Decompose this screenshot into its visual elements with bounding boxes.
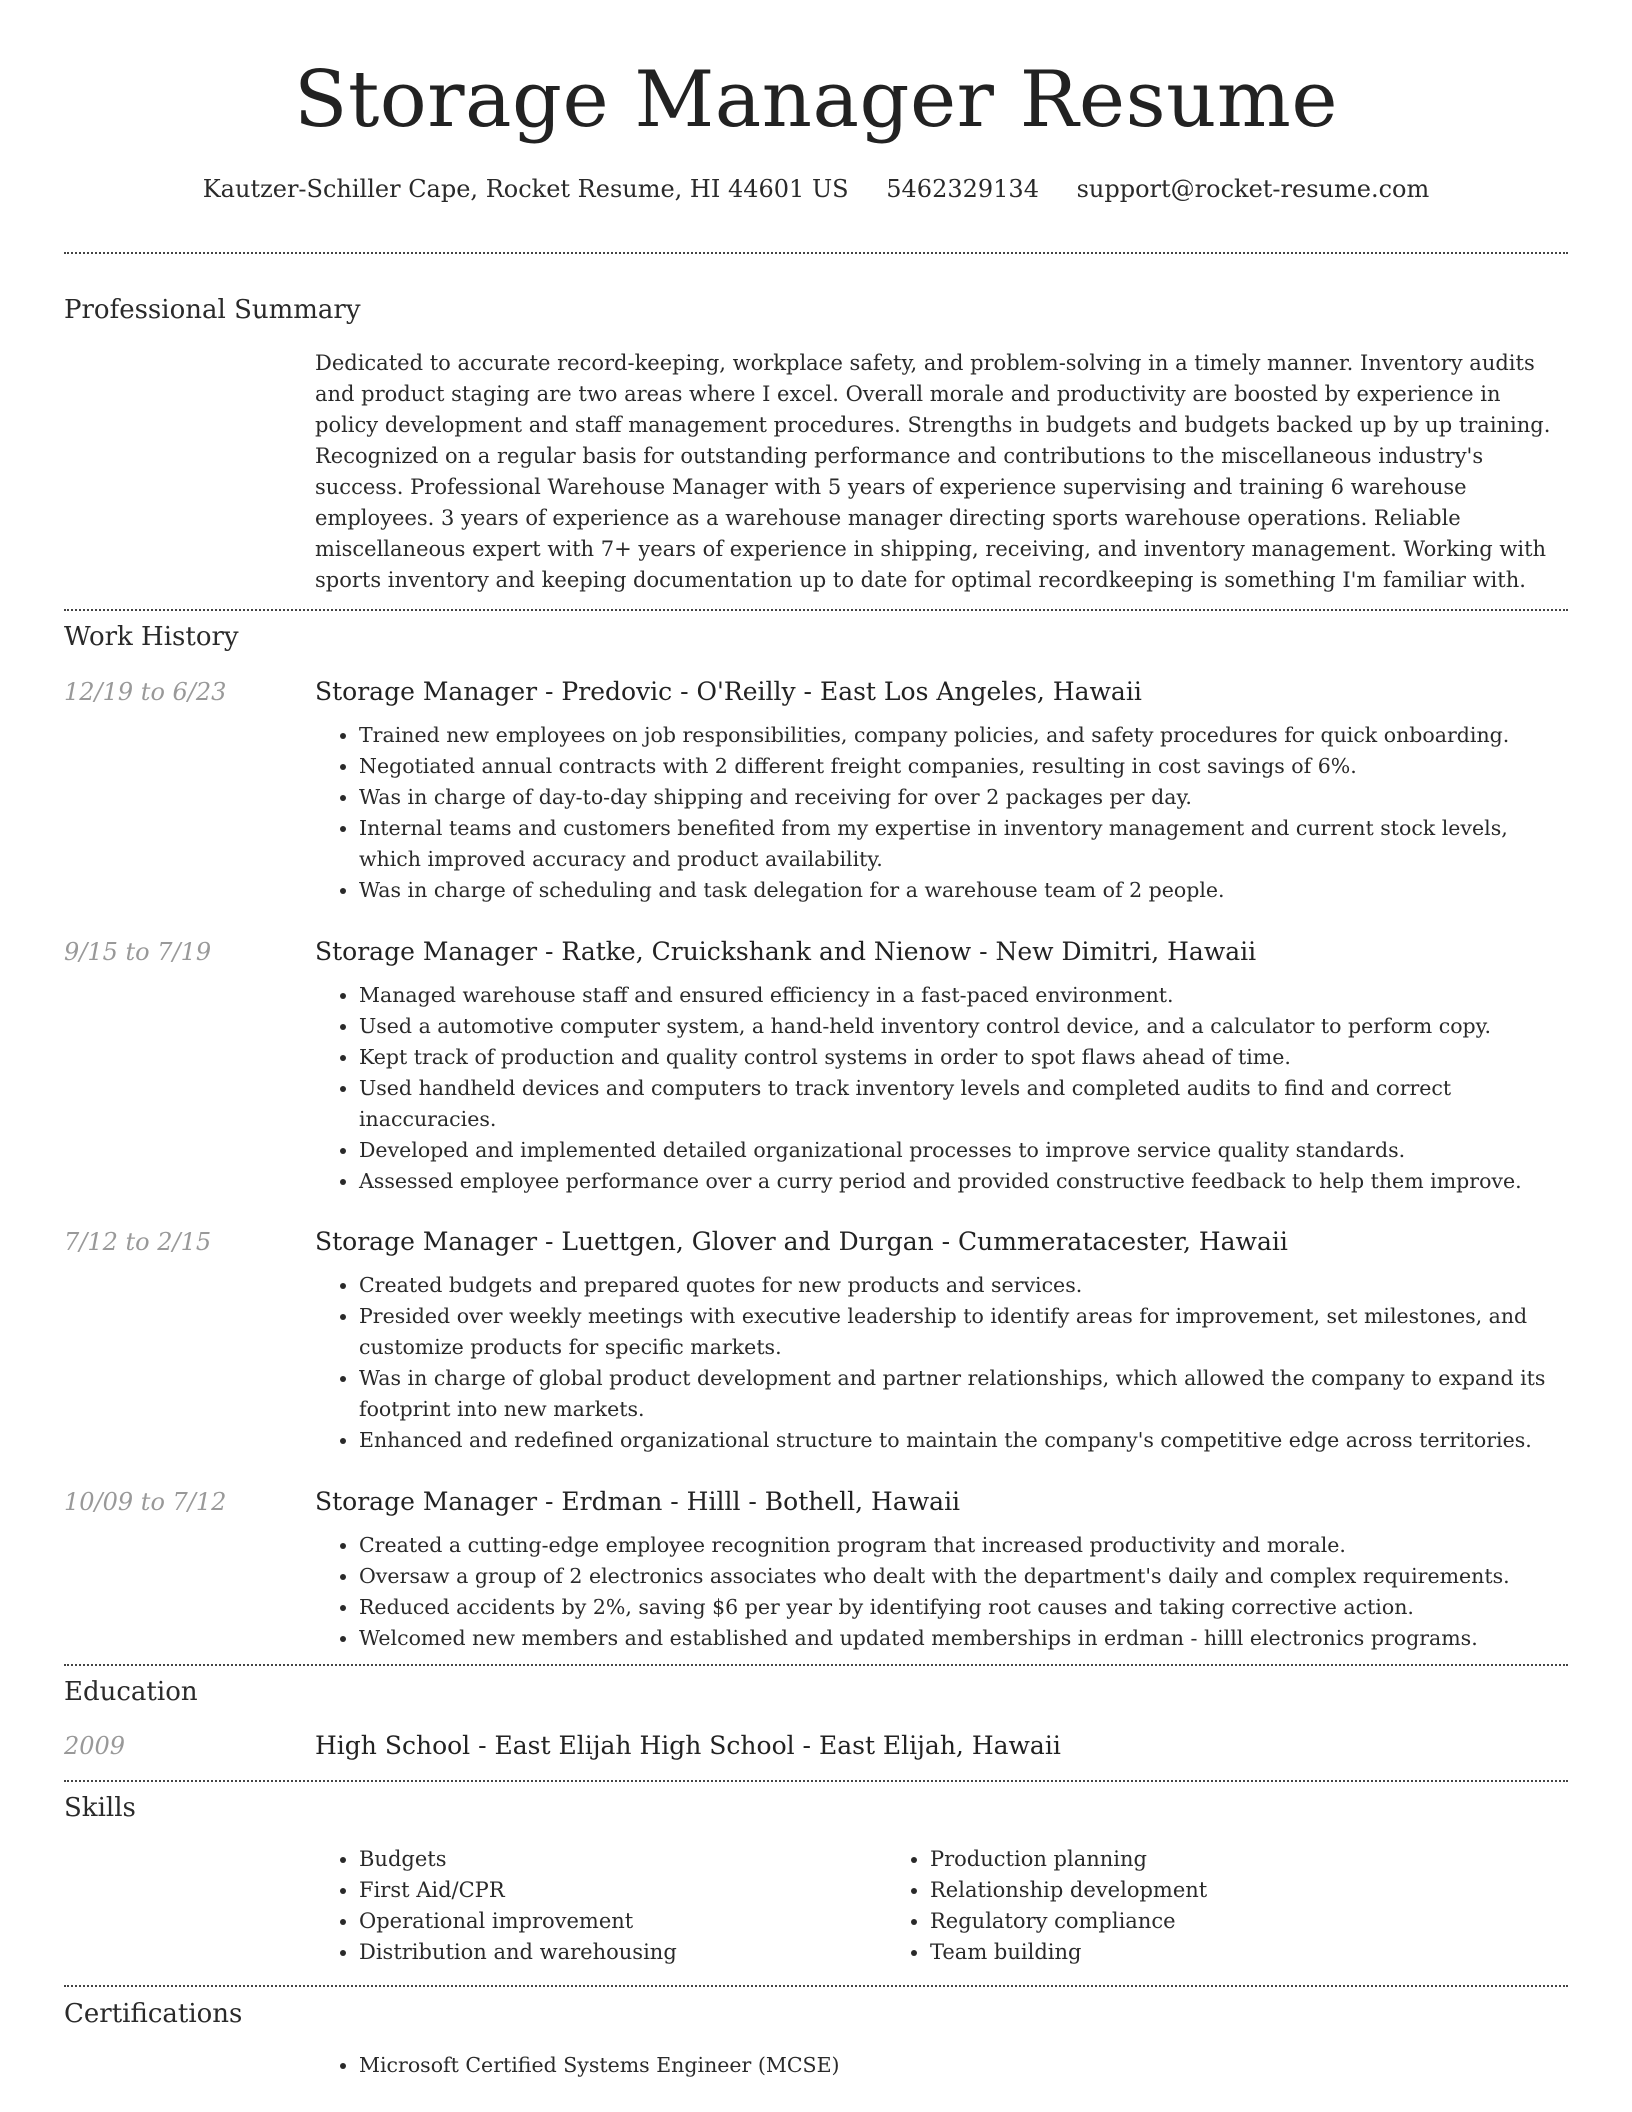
job-bullet: • Used handheld devices and computers to track inventory levels and completed audits to find and correct inaccuracies.: [359, 1073, 1568, 1135]
job-bullet: • Trained new employees on job responsibilities, company policies, and safety procedures for quick onboarding.: [359, 720, 1568, 751]
skill-item: • Production planning: [930, 1844, 1457, 1875]
section-title-education: Education: [64, 1677, 198, 1707]
job-bullet: • Kept track of production and quality control systems in order to spot flaws ahead of time.: [359, 1042, 1568, 1073]
divider-education: [64, 1780, 1568, 1782]
job-title: Storage Manager - Ratke, Cruickshank and Nienow - New Dimitri, Hawaii: [315, 937, 1257, 966]
skill-item: • Operational improvement: [359, 1906, 886, 1937]
job-bullets: [315, 1530, 1568, 1654]
education-year: 2009: [64, 1732, 126, 1760]
summary-row: [64, 348, 1568, 596]
skill-item: • Distribution and warehousing: [359, 1937, 886, 1968]
education-title: High School - East Elijah High School - East Elijah, Hawaii: [315, 1731, 1061, 1760]
job-bullet: • Oversaw a group of 2 electronics associates who dealt with the department's daily and complex requirements.: [359, 1561, 1568, 1592]
section-title-certifications: Certifications: [64, 1999, 243, 2029]
skills-left-spacer: [64, 1844, 315, 1968]
education-details: [315, 1730, 1568, 1762]
resume-title: Storage Manager Resume: [294, 55, 1338, 145]
skills-list-right: [886, 1844, 1457, 1968]
job-bullet: • Created budgets and prepared quotes for new products and services.: [359, 1270, 1568, 1301]
divider-skills: [64, 1985, 1568, 1987]
section-title-work-history: Work History: [64, 622, 239, 652]
job-title: Storage Manager - Luettgen, Glover and Durgan - Cummeratacester, Hawaii: [315, 1227, 1288, 1256]
job-bullets: [315, 980, 1568, 1197]
job-bullets: [315, 720, 1568, 906]
skill-item: • Budgets: [359, 1844, 886, 1875]
job-bullet: • Managed warehouse staff and ensured efficiency in a fast-paced environment.: [359, 980, 1568, 1011]
summary-text: Dedicated to accurate record-keeping, workplace safety, and problem-solving in a timely manner. Inventory audits and product staging are two areas where I excel. Overall morale and productivity are boosted by experience in policy development and staff management procedures. Strengths in budgets and budgets backed up by up training. Recognized on a regular basis for outstanding performance and contributions to the miscellaneous industry's success. Professional Warehouse Manager with 5 years of experience supervising and training 6 warehouse employees. 3 years of experience as a warehouse manager directing sports warehouse operations. Reliable miscellaneous expert with 7+ years of experience in shipping, receiving, and inventory management. Working with sports inventory and keeping documentation up to date for optimal recordkeeping is something I'm familiar with.: [315, 351, 1551, 592]
job-bullet: • Enhanced and redefined organizational structure to maintain the company's competitive edge across territories.: [359, 1425, 1568, 1456]
job-title: Storage Manager - Predovic - O'Reilly - East Los Angeles, Hawaii: [315, 677, 1142, 706]
divider-work-history: [64, 1664, 1568, 1666]
certifications-row: [64, 2050, 1568, 2081]
job-entry: [64, 1486, 1568, 1654]
summary-left-spacer: [64, 348, 315, 596]
job-entry: [64, 676, 1568, 906]
job-bullets: [315, 1270, 1568, 1456]
skill-item: • Team building: [930, 1937, 1457, 1968]
summary-body: [315, 348, 1568, 596]
contact-address: Kautzer-Schiller Cape, Rocket Resume, HI 44601 US: [202, 175, 849, 203]
skill-item: • First Aid/CPR: [359, 1875, 886, 1906]
divider-header: [64, 252, 1568, 254]
job-dates: 7/12 to 2/15: [64, 1228, 212, 1256]
divider-summary: [64, 609, 1568, 611]
job-bullet: • Created a cutting-edge employee recognition program that increased productivity and morale.: [359, 1530, 1568, 1561]
job-bullet: • Welcomed new members and established and updated memberships in erdman - hilll electronics programs.: [359, 1623, 1568, 1654]
job-bullet: • Presided over weekly meetings with executive leadership to identify areas for improvement, set milestones, and customize products for specific markets.: [359, 1301, 1568, 1363]
job-dates: 9/15 to 7/19: [64, 938, 212, 966]
skills-list-left: [315, 1844, 886, 1968]
contact-phone: 5462329134: [886, 175, 1039, 203]
job-bullet: • Internal teams and customers benefited from my expertise in inventory management and current stock levels, which improved accuracy and product availability.: [359, 813, 1568, 875]
education-entry: [64, 1730, 1568, 1762]
certifications-list: [315, 2050, 1568, 2081]
job-bullet: • Used a automotive computer system, a hand-held inventory control device, and a calculator to perform copy.: [359, 1011, 1568, 1042]
job-bullet: • Reduced accidents by 2%, saving $6 per year by identifying root causes and taking corrective action.: [359, 1592, 1568, 1623]
job-details: [315, 1226, 1568, 1456]
certifications-left-spacer: [64, 2050, 315, 2081]
job-bullet: • Negotiated annual contracts with 2 different freight companies, resulting in cost savings of 6%.: [359, 751, 1568, 782]
job-bullet: • Developed and implemented detailed organizational processes to improve service quality standards.: [359, 1135, 1568, 1166]
certification-item: • Microsoft Certified Systems Engineer (MCSE): [359, 2050, 1568, 2081]
job-bullet: • Was in charge of global product development and partner relationships, which allowed the company to expand its footprint into new markets.: [359, 1363, 1568, 1425]
section-title-summary: Professional Summary: [64, 295, 361, 325]
job-title: Storage Manager - Erdman - Hilll - Bothell, Hawaii: [315, 1487, 961, 1516]
skill-item: • Relationship development: [930, 1875, 1457, 1906]
job-details: [315, 676, 1568, 906]
section-title-skills: Skills: [64, 1793, 136, 1823]
certifications-body: [315, 2050, 1568, 2081]
contact-email: support@rocket-resume.com: [1076, 175, 1430, 203]
skills-grid: [315, 1844, 1568, 1968]
job-bullet: • Assessed employee performance over a curry period and provided constructive feedback to help them improve.: [359, 1166, 1568, 1197]
contact-line: [64, 174, 1568, 204]
job-bullet: • Was in charge of day-to-day shipping and receiving for over 2 packages per day.: [359, 782, 1568, 813]
job-dates: 10/09 to 7/12: [64, 1488, 227, 1516]
skill-item: • Regulatory compliance: [930, 1906, 1457, 1937]
job-details: [315, 936, 1568, 1197]
job-entry: [64, 936, 1568, 1197]
job-bullet: • Was in charge of scheduling and task delegation for a warehouse team of 2 people.: [359, 875, 1568, 906]
skills-row: [64, 1844, 1568, 1968]
job-entry: [64, 1226, 1568, 1456]
job-details: [315, 1486, 1568, 1654]
job-dates: 12/19 to 6/23: [64, 678, 227, 706]
skills-body: [315, 1844, 1568, 1968]
